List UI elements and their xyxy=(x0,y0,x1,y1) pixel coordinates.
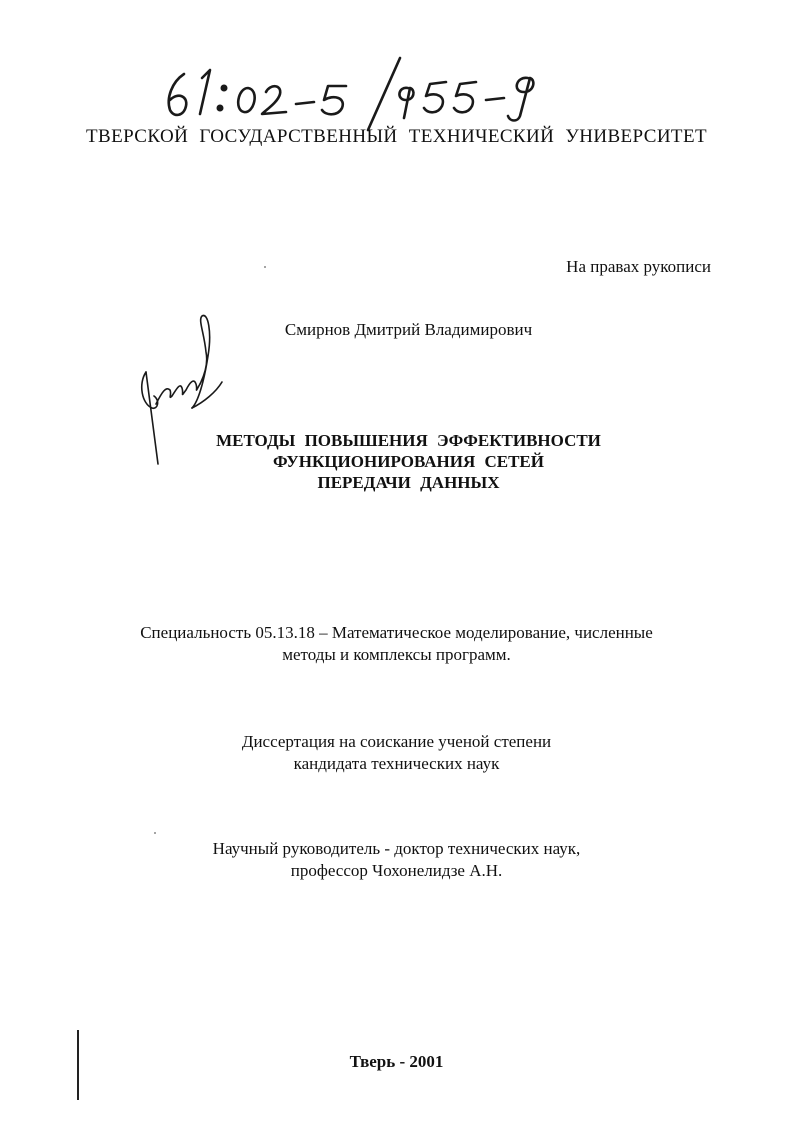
supervisor-line: профессор Чохонелидзе А.Н. xyxy=(290,861,503,880)
dissertation-title xyxy=(0,430,793,493)
scan-speck xyxy=(264,266,266,268)
city-year: Тверь - 2001 xyxy=(349,1052,444,1071)
specialty-line: методы и комплексы программ. xyxy=(282,645,511,664)
degree-line: кандидата технических наук xyxy=(293,754,500,773)
degree-line: Диссертация на соискание ученой степени xyxy=(241,732,552,751)
scan-speck xyxy=(154,832,156,834)
scan-edge-line xyxy=(77,1030,79,1100)
title-line: МЕТОДЫ ПОВЫШЕНИЯ ЭФФЕКТИВНОСТИ xyxy=(216,431,601,450)
supervisor-line: Научный руководитель - доктор технических наук, xyxy=(212,839,581,858)
title-line: ФУНКЦИОНИРОВАНИЯ СЕТЕЙ xyxy=(273,452,544,471)
degree-block xyxy=(0,731,793,775)
specialty-block xyxy=(0,622,793,666)
specialty-line: Специальность 05.13.18 – Математическое моделирование, численные xyxy=(140,623,653,642)
author-name: Смирнов Дмитрий Владимирович xyxy=(284,320,533,339)
archive-number-handwriting xyxy=(150,52,570,132)
title-line: ПЕРЕДАЧИ ДАННЫХ xyxy=(317,473,500,492)
manuscript-rights-note: На правах рукописи xyxy=(566,257,711,276)
supervisor-block xyxy=(0,838,793,882)
university-name: ТВЕРСКОЙ ГОСУДАРСТВЕННЫЙ ТЕХНИЧЕСКИЙ УНИВЕРСИТЕТ xyxy=(86,126,707,147)
